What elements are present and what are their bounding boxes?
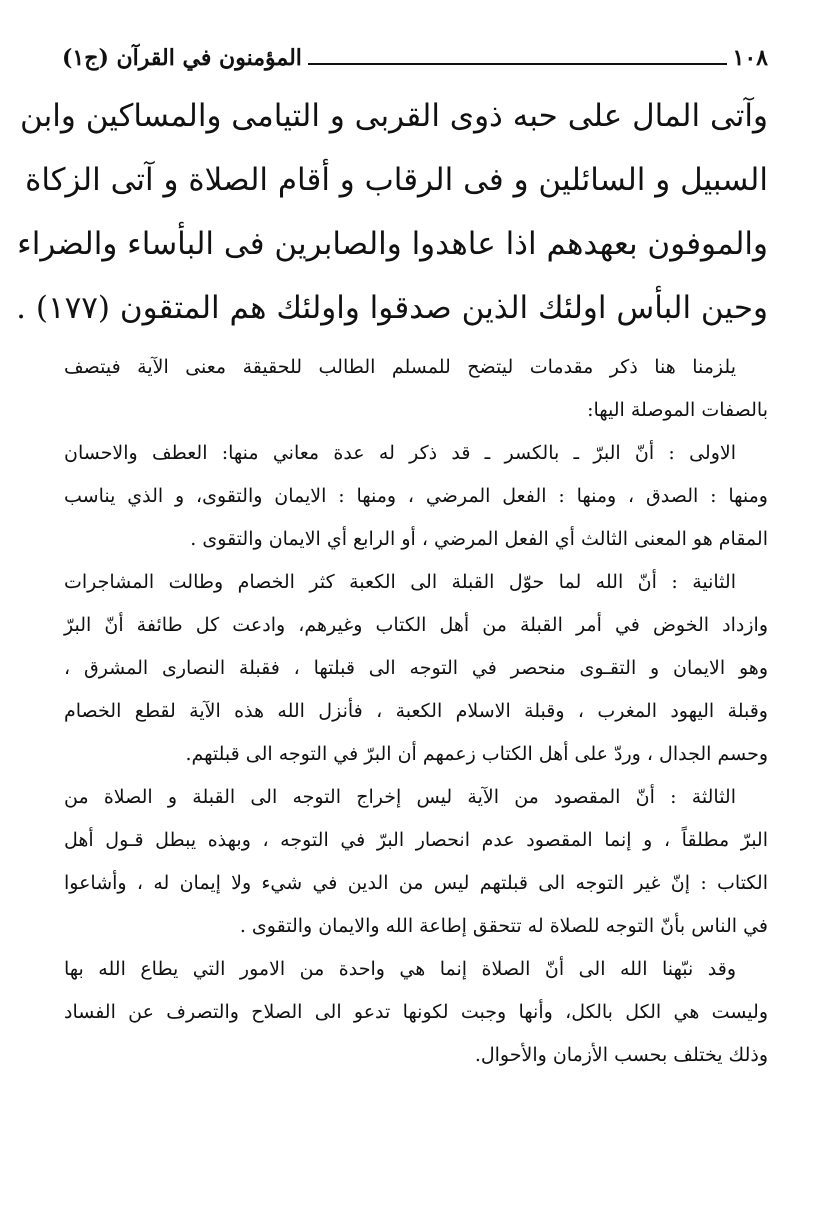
second-point-line: وقبلة اليهود المغرب ، وقبلة الاسلام الكعبة ، فأنزل الله هذه الآية لقطع الخصام [64, 700, 768, 722]
verse-line: والموفون بعهدهم اذا عاهدوا والصابرين فى البأساء والضراء [17, 226, 768, 262]
closing-line: وليست هي الكل بالكل، وأنها وجبت لكونها تدعو الى الصلاح والتصرف عن الفساد [64, 1001, 768, 1023]
page-number: ١٠٨ [732, 45, 768, 71]
header-rule [308, 63, 727, 65]
intro-line: بالصفات الموصلة اليها: [587, 399, 768, 421]
second-point-line: وازداد الخوض في أمر القبلة من أهل الكتاب وغيرهم، وادعت كل طائفة أنّ البرّ [64, 614, 768, 636]
second-point-line: وهو الايمان و التقـوى منحصر في التوجه الى قبلتها ، فقبلة النصارى المشرق ، [64, 657, 768, 679]
page-header [62, 38, 768, 78]
closing-line: وقد نبّهنا الله الى أنّ الصلاة إنما هي واحدة من الامور التي يطاع الله بها [64, 958, 736, 980]
commentary [64, 346, 768, 1077]
verse-line: السبيل و السائلين و فى الرقاب و أقام الصلاة و آتى الزكاة [25, 162, 768, 198]
closing-line: وذلك يختلف بحسب الأزمان والأحوال. [474, 1044, 768, 1066]
verse-line: وحين البأس اولئك الذين صدقوا واولئك هم المتقون (١٧٧) . [16, 290, 768, 326]
verse-line: وآتى المال على حبه ذوى القربى و التيامى والمساكين وابن [20, 98, 768, 134]
intro-line: يلزمنا هنا ذكر مقدمات ليتضح للمسلم الطالب للحقيقة معنى الآية فيتصف [64, 356, 736, 378]
second-point-line: الثانية : أنّ الله لما حوّل القبلة الى الكعبة كثر الخصام وطالت المشاجرات [64, 571, 736, 593]
third-point-line: في الناس بأنّ التوجه للصلاة له تتحقق إطاعة الله والايمان والتقوى . [239, 915, 768, 937]
first-point-line: ومنها : الصدق ، ومنها : الفعل المرضي ، ومنها : الايمان والتقوى، و الذي يناسب [64, 485, 768, 507]
third-point-line: الثالثة : أنّ المقصود من الآية ليس إخراج التوجه الى القبلة و الصلاة من [64, 786, 736, 808]
second-point-line: وحسم الجدال ، وردّ على أهل الكتاب زعمهم أن البرّ في التوجه الى قبلتهم. [185, 743, 768, 765]
third-point-line: البرّ مطلقاً ، و إنما المقصود عدم انحصار البرّ في التوجه ، وبهذه يبطل قـول أهل [64, 829, 768, 851]
third-point-line: الكتاب : إنّ غير التوجه الى قبلتهم ليس من الدين في شيء ولا إيمان له ، وأشاعوا [64, 872, 768, 894]
running-title: المؤمنون في القرآن (ج١) [62, 45, 302, 71]
quran-verse [16, 84, 768, 340]
first-point-line: الاولى : أنّ البرّ ـ بالكسر ـ قد ذكر له عدة معاني منها: العطف والاحسان [64, 442, 736, 464]
first-point-line: المقام هو المعنى الثالث أي الفعل المرضي ، أو الرابع أي الايمان والتقوى . [190, 528, 768, 550]
